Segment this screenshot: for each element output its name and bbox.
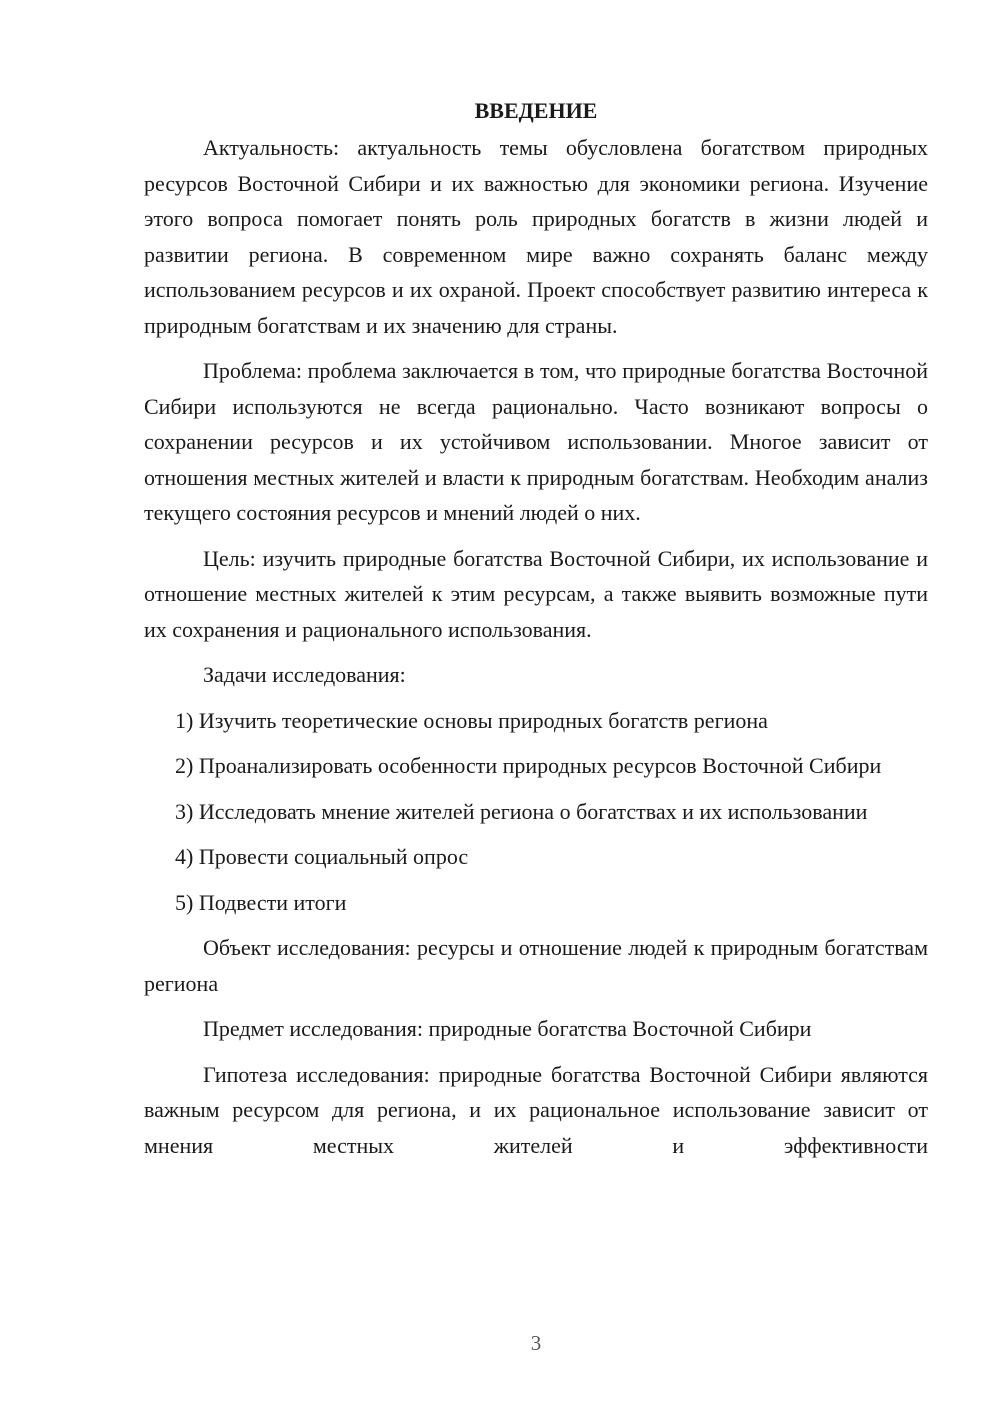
paragraph-problem: Проблема: проблема заключается в том, что природные богатства Восточной Сибири используются не всегда рационально. Часто возникают вопросы о сохранении ресурсов и их устойчивом использовании. Многое зависит от отношения местных жителей и власти к природным богатствам. Необходим анализ текущего состояния ресурсов и мнений людей о них.: [144, 358, 928, 525]
task-item-3: 3) Исследовать мнение жителей региона о богатствах и их использовании: [175, 798, 868, 824]
document-page: [144, 96, 928, 1173]
task-item-4: 4) Провести социальный опрос: [175, 844, 469, 869]
tasks-heading: Задачи исследования:: [203, 662, 406, 687]
section-heading: ВВЕДЕНИЕ: [474, 98, 598, 123]
paragraph-subject: Предмет исследования: природные богатства Восточной Сибири: [203, 1016, 812, 1041]
paragraph-relevance: Актуальность: актуальность темы обусловлена богатством природных ресурсов Восточной Сибири и их важностью для экономики региона. Изучение этого вопроса помогает понять роль природных богатств в жизни людей и развитии региона. В современном мире важно сохранять баланс между использованием ресурсов и их охраной. Проект способствует развитию интереса к природным богатствам и их значению для страны.: [144, 135, 928, 338]
task-item-1: 1) Изучить теоретические основы природных богатств региона: [175, 707, 768, 733]
paragraph-object: Объект исследования: ресурсы и отношение людей к природным богатствам региона: [144, 935, 928, 996]
task-item-5: 5) Подвести итоги: [175, 889, 347, 915]
task-item-2: 2) Проанализировать особенности природных ресурсов Восточной Сибири: [175, 753, 882, 778]
paragraph-hypothesis: Гипотеза исследования: природные богатства Восточной Сибири являются важным ресурсом для региона, и их рациональное использование зависит от мнения местных жителей и эффективности: [144, 1061, 928, 1158]
paragraph-goal: Цель: изучить природные богатства Восточной Сибири, их использование и отношение местных жителей к этим ресурсам, а также выявить возможные пути их сохранения и рационального использования.: [144, 545, 928, 642]
page-number: 3: [530, 1331, 542, 1355]
